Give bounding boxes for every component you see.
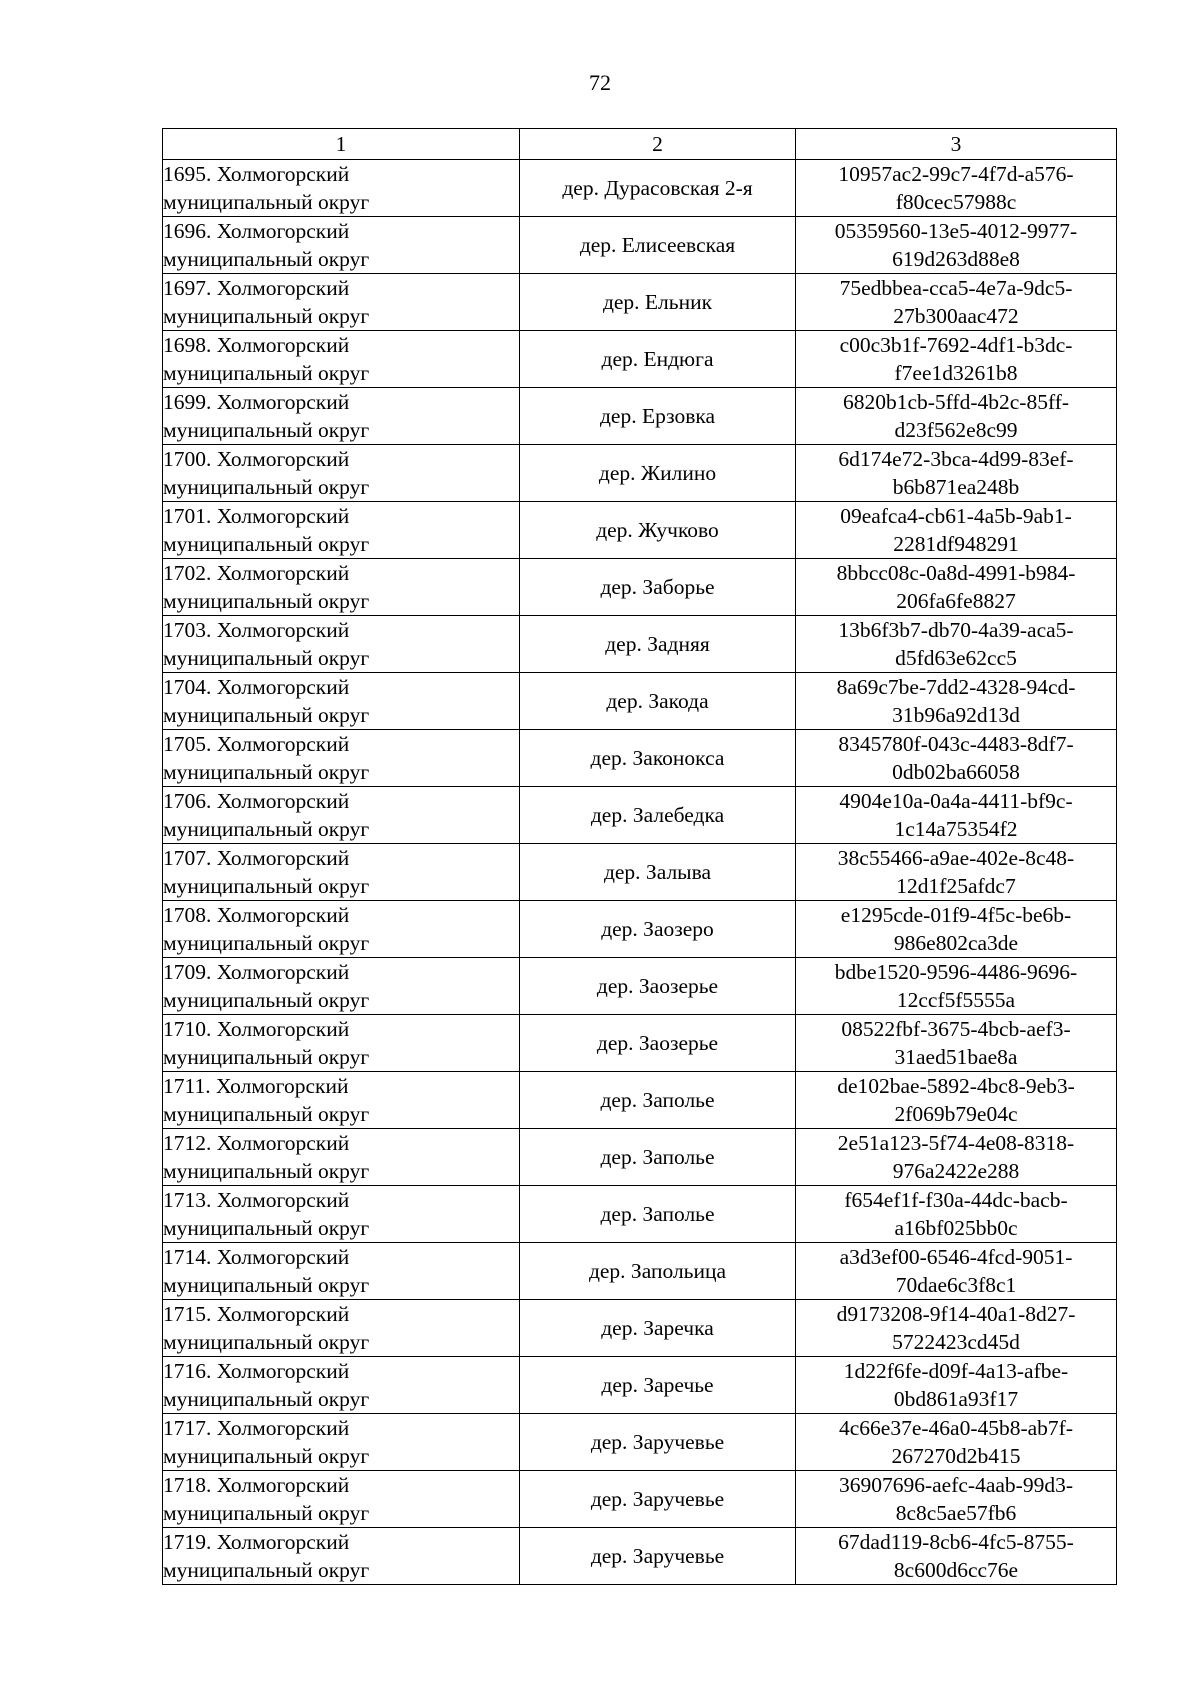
fias-id-part-1: bdbe1520-9596-4486-9696- (834, 960, 1078, 984)
fias-id-cell (796, 958, 1117, 1015)
settlement-name: дер. Заручевье (520, 1414, 796, 1471)
fias-id-part-1: 75edbbea-cca5-4e7a-9dc5- (839, 276, 1073, 300)
row-number-and-area (163, 1015, 519, 1043)
fias-id-part-1: f654ef1f-f30a-44dc-bacb- (844, 1188, 1068, 1212)
area-name: Холмогорский (216, 903, 350, 927)
settlement-name: дер. Ендюга (520, 331, 796, 388)
municipality-cell (163, 559, 520, 616)
area-type: муниципальный округ (163, 1159, 370, 1183)
row-number: 1709. (163, 960, 212, 984)
area-type: муниципальный округ (163, 1558, 370, 1582)
area-name: Холмогорский (216, 1416, 350, 1440)
row-number: 1712. (163, 1131, 212, 1155)
fias-id-part-1: 36907696-aefc-4aab-99d3- (838, 1473, 1073, 1497)
row-number-and-area (163, 160, 519, 188)
fias-id-part-1: 13b6f3b7-db70-4a39-aca5- (838, 618, 1074, 642)
row-number-and-area (163, 958, 519, 986)
area-type: муниципальный округ (163, 1045, 370, 1069)
fias-id-part-2: 8c600d6cc76e (893, 1558, 1019, 1582)
fias-id-part-1: 05359560-13e5-4012-9977- (834, 219, 1078, 243)
fias-id-cell (796, 1243, 1117, 1300)
settlement-name: дер. Ерзовка (520, 388, 796, 445)
row-number-and-area (163, 1243, 519, 1271)
municipality-cell (163, 673, 520, 730)
area-name: Холмогорский (216, 618, 350, 642)
area-type: муниципальный округ (163, 874, 370, 898)
row-number: 1697. (163, 276, 212, 300)
row-number: 1715. (163, 1302, 212, 1326)
settlement-name: дер. Елисеевская (520, 217, 796, 274)
table-row (163, 730, 1117, 787)
municipality-cell (163, 844, 520, 901)
table-row (163, 559, 1117, 616)
fias-id-part-1: 09eafca4-cb61-4a5b-9ab1- (840, 504, 1072, 528)
fias-id-part-1: 38c55466-a9ae-402e-8c48- (837, 846, 1075, 870)
area-name: Холмогорский (216, 732, 350, 756)
fias-id-part-1: 4904e10a-0a4a-4411-bf9c- (839, 789, 1073, 813)
row-number: 1719. (163, 1530, 212, 1554)
area-name: Холмогорский (216, 1530, 350, 1554)
row-number: 1707. (163, 846, 212, 870)
row-number: 1702. (163, 561, 212, 585)
fias-id-part-2: 70dae6c3f8c1 (895, 1273, 1017, 1297)
area-type: муниципальный округ (163, 190, 370, 214)
row-number: 1704. (163, 675, 212, 699)
fias-id-cell (796, 217, 1117, 274)
table-row (163, 388, 1117, 445)
row-number-and-area (163, 1129, 519, 1157)
settlement-name: дер. Ельник (520, 274, 796, 331)
area-name: Холмогорский (216, 561, 350, 585)
area-type: муниципальный округ (163, 1330, 370, 1354)
table-row (163, 673, 1117, 730)
table-row (163, 1243, 1117, 1300)
table-row (163, 160, 1117, 217)
row-number-and-area (163, 331, 519, 359)
municipality-cell (163, 274, 520, 331)
fias-id-part-2: a16bf025bb0c (894, 1216, 1018, 1240)
fias-id-part-2: f7ee1d3261b8 (894, 361, 1018, 385)
row-number: 1695. (163, 162, 212, 186)
table-row (163, 1186, 1117, 1243)
table-row (163, 331, 1117, 388)
settlement-name: дер. Залыва (520, 844, 796, 901)
fias-id-cell (796, 673, 1117, 730)
row-number: 1703. (163, 618, 212, 642)
table-row (163, 502, 1117, 559)
area-type: муниципальный округ (163, 817, 370, 841)
fias-id-cell (796, 388, 1117, 445)
area-name: Холмогорский (216, 333, 350, 357)
fias-id-part-1: 6d174e72-3bca-4d99-83ef- (838, 447, 1074, 471)
fias-id-part-1: a3d3ef00-6546-4fcd-9051- (839, 1245, 1073, 1269)
table-row (163, 1300, 1117, 1357)
area-type: муниципальный округ (163, 703, 370, 727)
municipality-cell (163, 1129, 520, 1186)
area-type: муниципальный округ (163, 931, 370, 955)
table-row (163, 616, 1117, 673)
fias-id-part-1: e1295cde-01f9-4f5c-be6b- (840, 903, 1072, 927)
area-name: Холмогорский (215, 1074, 349, 1098)
area-name: Холмогорский (216, 219, 350, 243)
settlement-name: дер. Закода (520, 673, 796, 730)
area-name: Холмогорский (216, 162, 350, 186)
fias-id-part-2: 31aed51bae8a (894, 1045, 1018, 1069)
table-row (163, 1528, 1117, 1585)
settlement-name: дер. Залебедка (520, 787, 796, 844)
settlement-name: дер. Заборье (520, 559, 796, 616)
municipality-cell (163, 1072, 520, 1129)
fias-id-part-2: f80cec57988c (895, 190, 1017, 214)
settlement-name: дер. Заручевье (520, 1471, 796, 1528)
fias-id-part-2: 31b96a92d13d (892, 703, 1020, 727)
municipality-cell (163, 1243, 520, 1300)
fias-id-part-2: 0db02ba66058 (892, 760, 1020, 784)
page-number: 72 (589, 70, 611, 95)
fias-id-cell (796, 787, 1117, 844)
fias-id-part-1: 4c66e37e-46a0-45b8-ab7f- (838, 1416, 1073, 1440)
fias-id-part-2: 1c14a75354f2 (894, 817, 1018, 841)
area-name: Холмогорский (216, 789, 350, 813)
municipality-cell (163, 1414, 520, 1471)
area-type: муниципальный округ (163, 532, 370, 556)
settlement-name: дер. Заозерье (520, 958, 796, 1015)
municipality-cell (163, 1357, 520, 1414)
fias-id-part-2: 12ccf5f5555a (896, 988, 1016, 1012)
row-number: 1696. (163, 219, 212, 243)
table-row (163, 1015, 1117, 1072)
municipality-cell (163, 616, 520, 673)
row-number: 1714. (163, 1245, 212, 1269)
row-number: 1718. (163, 1473, 212, 1497)
fias-id-part-2: 27b300aac472 (893, 304, 1019, 328)
area-type: муниципальный округ (163, 760, 370, 784)
table-row (163, 274, 1117, 331)
row-number-and-area (163, 730, 519, 758)
fias-id-cell (796, 1357, 1117, 1414)
column-header-1: 1 (163, 129, 520, 160)
row-number-and-area (163, 274, 519, 302)
row-number-and-area (163, 1414, 519, 1442)
header-row (163, 129, 1117, 160)
fias-id-part-2: 619d263d88e8 (892, 247, 1020, 271)
fias-id-part-1: 08522fbf-3675-4bcb-aef3- (841, 1017, 1071, 1041)
municipality-cell (163, 217, 520, 274)
row-number: 1706. (163, 789, 212, 813)
table-row (163, 1072, 1117, 1129)
table-row (163, 1414, 1117, 1471)
fias-id-part-1: 8345780f-043c-4483-8df7- (838, 732, 1074, 756)
municipality-cell (163, 1528, 520, 1585)
municipality-cell (163, 1471, 520, 1528)
row-number-and-area (163, 616, 519, 644)
row-number: 1716. (163, 1359, 212, 1383)
settlement-name: дер. Законокса (520, 730, 796, 787)
area-type: муниципальный округ (163, 1444, 370, 1468)
fias-id-part-2: 8c8c5ae57fb6 (895, 1501, 1017, 1525)
table-body (163, 160, 1117, 1585)
table-row (163, 445, 1117, 502)
row-number-and-area (163, 217, 519, 245)
row-number: 1705. (163, 732, 212, 756)
area-name: Холмогорский (216, 1473, 350, 1497)
row-number: 1713. (163, 1188, 212, 1212)
area-type: муниципальный округ (163, 361, 370, 385)
row-number: 1699. (163, 390, 212, 414)
settlement-name: дер. Заполье (520, 1186, 796, 1243)
area-name: Холмогорский (216, 1359, 350, 1383)
table-row (163, 787, 1117, 844)
table-row (163, 1129, 1117, 1186)
table-row (163, 1357, 1117, 1414)
row-number-and-area (163, 445, 519, 473)
fias-id-cell (796, 445, 1117, 502)
row-number: 1701. (163, 504, 212, 528)
row-number-and-area (163, 502, 519, 530)
settlement-name: дер. Заречье (520, 1357, 796, 1414)
row-number-and-area (163, 1300, 519, 1328)
fias-id-part-1: 1d22f6fe-d09f-4a13-afbe- (843, 1359, 1069, 1383)
fias-id-part-2: 2f069b79e04c (894, 1102, 1018, 1126)
fias-id-cell (796, 901, 1117, 958)
settlement-name: дер. Задняя (520, 616, 796, 673)
table-row (163, 844, 1117, 901)
settlement-name: дер. Запольица (520, 1243, 796, 1300)
municipality-cell (163, 730, 520, 787)
fias-id-part-2: 2281df948291 (893, 532, 1019, 556)
area-type: муниципальный округ (163, 988, 370, 1012)
area-name: Холмогорский (216, 1131, 350, 1155)
row-number-and-area (163, 1186, 519, 1214)
fias-id-part-1: 2e51a123-5f74-4e08-8318- (837, 1131, 1075, 1155)
settlement-name: дер. Заполье (520, 1129, 796, 1186)
fias-id-cell (796, 274, 1117, 331)
fias-id-part-2: 986e802ca3de (893, 931, 1019, 955)
area-type: муниципальный округ (163, 646, 370, 670)
area-name: Холмогорский (216, 846, 350, 870)
fias-id-cell (796, 1129, 1117, 1186)
area-type: муниципальный округ (163, 304, 370, 328)
table-row (163, 1471, 1117, 1528)
area-name: Холмогорский (216, 504, 350, 528)
area-name: Холмогорский (216, 1017, 350, 1041)
fias-id-cell (796, 616, 1117, 673)
area-name: Холмогорский (216, 1302, 350, 1326)
fias-id-cell (796, 730, 1117, 787)
row-number: 1698. (163, 333, 212, 357)
municipality-cell (163, 160, 520, 217)
fias-id-part-2: b6b871ea248b (892, 475, 1020, 499)
settlement-name: дер. Заручевье (520, 1528, 796, 1585)
fias-id-part-2: 0bd861a93f17 (893, 1387, 1019, 1411)
municipality-cell (163, 1300, 520, 1357)
table-row (163, 901, 1117, 958)
row-number-and-area (163, 844, 519, 872)
fias-id-part-1: de102bae-5892-4bc8-9eb3- (837, 1074, 1075, 1098)
column-header-3: 3 (796, 129, 1117, 160)
settlement-name: дер. Жилино (520, 445, 796, 502)
area-name: Холмогорский (216, 675, 350, 699)
fias-id-part-2: d5fd63e62cc5 (895, 646, 1017, 670)
row-number-and-area (163, 1357, 519, 1385)
municipality-cell (163, 958, 520, 1015)
area-type: муниципальный округ (163, 589, 370, 613)
fias-id-part-2: 12d1f25afdc7 (896, 874, 1016, 898)
fias-id-cell (796, 1300, 1117, 1357)
fias-id-cell (796, 160, 1117, 217)
row-number-and-area (163, 559, 519, 587)
fias-id-cell (796, 1186, 1117, 1243)
row-number: 1710. (163, 1017, 212, 1041)
area-name: Холмогорский (216, 276, 350, 300)
row-number-and-area (163, 787, 519, 815)
fias-id-cell (796, 331, 1117, 388)
area-type: муниципальный округ (163, 1387, 370, 1411)
settlement-name: дер. Заозеро (520, 901, 796, 958)
row-number-and-area (163, 1471, 519, 1499)
fias-id-cell (796, 1528, 1117, 1585)
row-number: 1717. (163, 1416, 212, 1440)
fias-id-cell (796, 1015, 1117, 1072)
area-name: Холмогорский (216, 390, 350, 414)
row-number-and-area (163, 901, 519, 929)
fias-id-cell (796, 1471, 1117, 1528)
fias-id-part-1: 8a69c7be-7dd2-4328-94cd- (836, 675, 1076, 699)
municipality-cell (163, 901, 520, 958)
area-type: муниципальный округ (163, 1102, 370, 1126)
fias-id-part-2: 976a2422e288 (892, 1159, 1020, 1183)
fias-id-cell (796, 844, 1117, 901)
fias-id-part-2: d23f562e8c99 (894, 418, 1018, 442)
municipality-cell (163, 1015, 520, 1072)
fias-id-part-2: 267270d2b415 (891, 1444, 1021, 1468)
fias-id-part-1: d9173208-9f14-40a1-8d27- (836, 1302, 1076, 1326)
area-type: муниципальный округ (163, 247, 370, 271)
settlement-name: дер. Дурасовская 2-я (520, 160, 796, 217)
row-number: 1708. (163, 903, 212, 927)
area-type: муниципальный округ (163, 1501, 370, 1525)
municipality-cell (163, 331, 520, 388)
fias-id-part-1: c00c3b1f-7692-4df1-b3dc- (839, 333, 1073, 357)
area-name: Холмогорский (216, 1188, 350, 1212)
municipality-cell (163, 787, 520, 844)
municipality-cell (163, 502, 520, 559)
column-header-2: 2 (520, 129, 796, 160)
fias-id-cell (796, 1072, 1117, 1129)
fias-id-part-1: 8bbcc08c-0a8d-4991-b984- (836, 561, 1076, 585)
municipality-cell (163, 388, 520, 445)
fias-id-cell (796, 1414, 1117, 1471)
row-number-and-area (163, 1072, 519, 1100)
row-number-and-area (163, 388, 519, 416)
municipality-cell (163, 1186, 520, 1243)
area-name: Холмогорский (216, 447, 350, 471)
area-type: муниципальный округ (163, 418, 370, 442)
fias-id-part-1: 67dad119-8cb6-4fc5-8755- (838, 1530, 1074, 1554)
settlement-registry-table (162, 128, 1117, 1585)
fias-id-part-1: 10957ac2-99c7-4f7d-a576- (838, 162, 1074, 186)
area-type: муниципальный округ (163, 1273, 370, 1297)
table-row (163, 958, 1117, 1015)
table-row (163, 217, 1117, 274)
area-type: муниципальный округ (163, 1216, 370, 1240)
row-number: 1700. (163, 447, 212, 471)
fias-id-part-2: 5722423cd45d (892, 1330, 1020, 1354)
area-name: Холмогорский (216, 960, 350, 984)
settlement-name: дер. Заполье (520, 1072, 796, 1129)
fias-id-part-2: 206fa6fe8827 (896, 589, 1016, 613)
fias-id-part-1: 6820b1cb-5ffd-4b2c-85ff- (842, 390, 1070, 414)
area-name: Холмогорский (216, 1245, 350, 1269)
settlement-name: дер. Жучково (520, 502, 796, 559)
fias-id-cell (796, 559, 1117, 616)
row-number: 1711. (163, 1074, 211, 1098)
area-type: муниципальный округ (163, 475, 370, 499)
row-number-and-area (163, 1528, 519, 1556)
row-number-and-area (163, 673, 519, 701)
fias-id-cell (796, 502, 1117, 559)
municipality-cell (163, 445, 520, 502)
settlement-name: дер. Заречка (520, 1300, 796, 1357)
settlement-name: дер. Заозерье (520, 1015, 796, 1072)
